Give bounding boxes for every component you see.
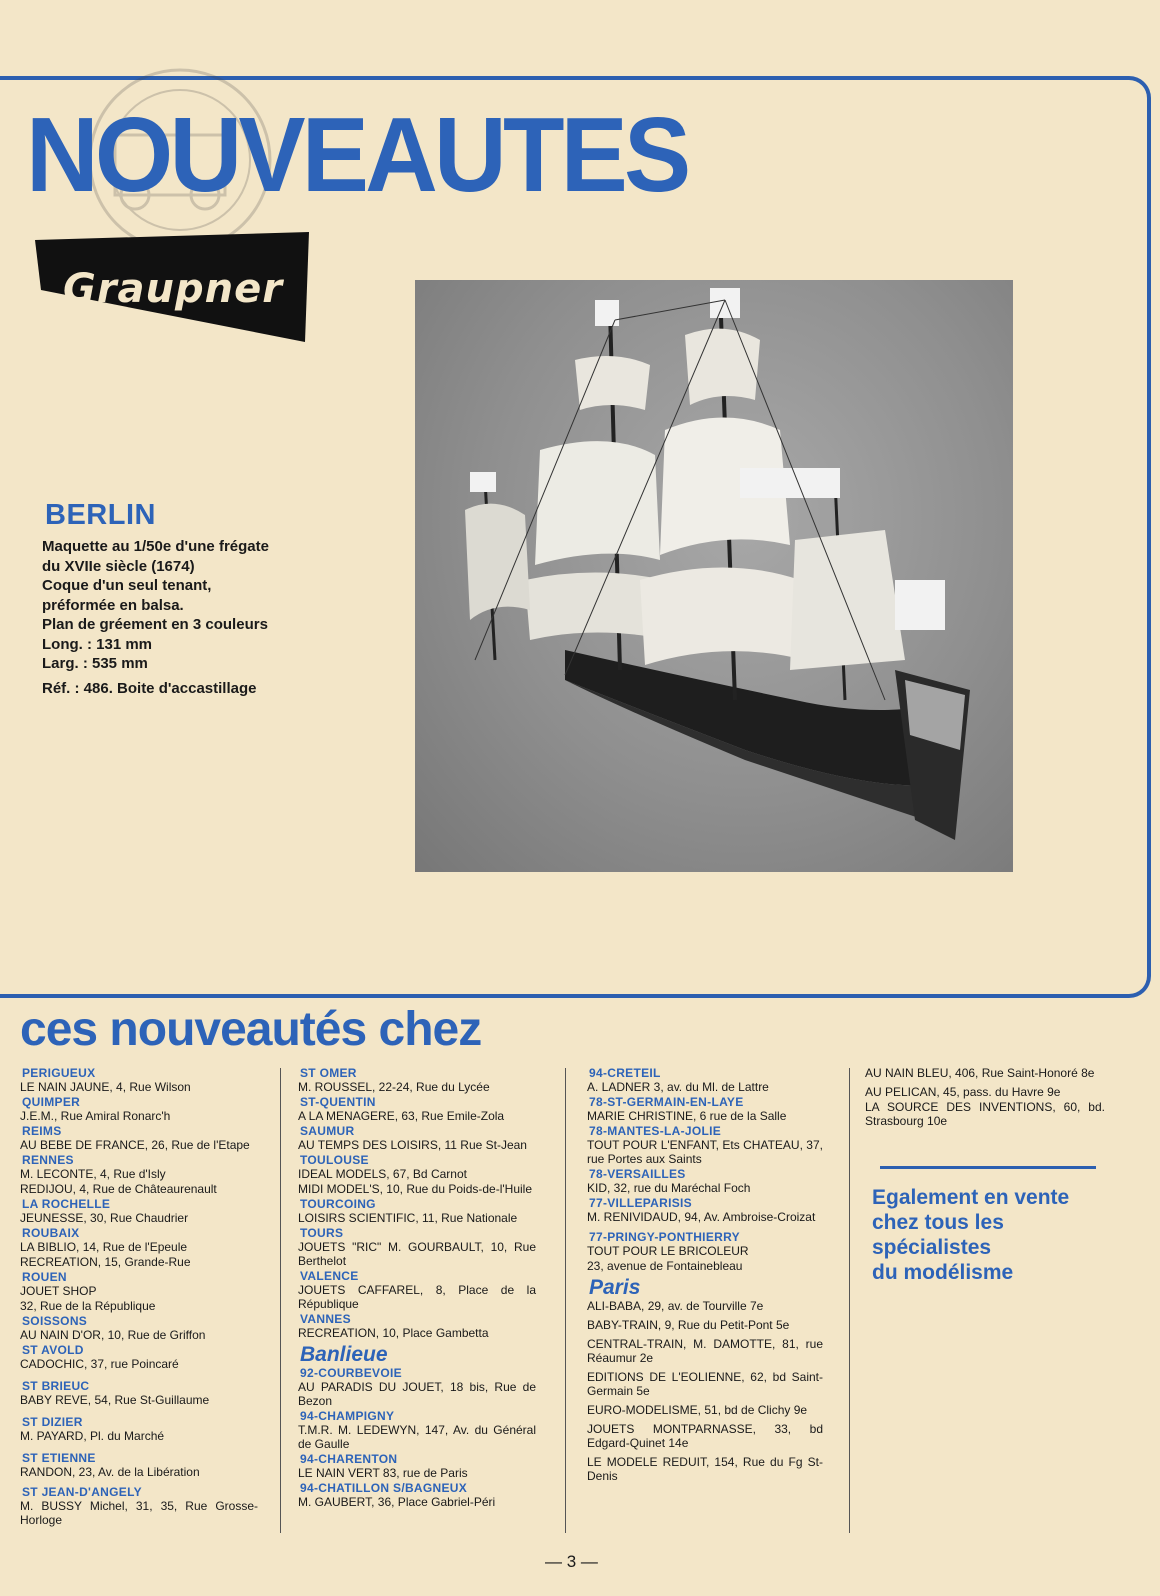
also-available-line: chez tous les: [872, 1211, 1004, 1234]
shop-entry: M. PAYARD, Pl. du Marché: [20, 1429, 165, 1443]
city-name: ST-QUENTIN: [300, 1095, 376, 1109]
shop-entry: LA SOURCE DES INVENTIONS, 60, bd. Strasbourg 10e: [865, 1100, 1105, 1128]
city-name: REIMS: [22, 1124, 62, 1138]
also-available-line: spécialistes: [872, 1236, 992, 1259]
shop-entry: EURO-MODELISME, 51, bd de Clichy 9e: [587, 1403, 808, 1417]
shop-entry: MARIE CHRISTINE, 6 rue de la Salle: [587, 1109, 787, 1123]
shop-entry: J.E.M., Rue Amiral Ronarc'h: [20, 1109, 171, 1123]
product-name: BERLIN: [45, 499, 156, 531]
product-line: du XVIIe siècle (1674): [42, 557, 195, 575]
city-name: ST ETIENNE: [22, 1451, 96, 1465]
product-line: Plan de gréement en 3 couleurs: [42, 616, 268, 633]
banlieue-heading: Banlieue: [300, 1343, 388, 1366]
city-name: 78-MANTES-LA-JOLIE: [589, 1124, 722, 1138]
city-name: ST JEAN-D'ANGELY: [22, 1485, 142, 1499]
shop-entry: AU PELICAN, 45, pass. du Havre 9e: [865, 1085, 1061, 1099]
stockists-column-2: [298, 1066, 536, 1510]
product-line: Larg. : 535 mm: [42, 655, 148, 672]
city-name: 77-PRINGY-PONTHIERRY: [589, 1230, 740, 1244]
city-name: ST OMER: [300, 1066, 357, 1080]
shop-entry: JEUNESSE, 30, Rue Chaudrier: [20, 1211, 189, 1225]
city-name: ST DIZIER: [22, 1415, 83, 1429]
column-divider: [849, 1068, 850, 1533]
stockists-column-3: [587, 1066, 823, 1484]
city-name: SAUMUR: [300, 1124, 355, 1138]
city-name: 78-ST-GERMAIN-EN-LAYE: [589, 1095, 744, 1109]
shop-entry: M. RENIVIDAUD, 94, Av. Ambroise-Croizat: [587, 1210, 816, 1224]
graupner-logo: [35, 232, 313, 342]
city-name: TOULOUSE: [300, 1153, 369, 1167]
city-name: LA ROCHELLE: [22, 1197, 111, 1211]
column-divider: [280, 1068, 281, 1533]
city-name: ST BRIEUC: [22, 1379, 90, 1393]
brand-name: Graupner: [63, 266, 283, 312]
shop-entry: IDEAL MODELS, 67, Bd Carnot: [298, 1167, 467, 1181]
product-reference: Réf. : 486. Boite d'accastillage: [42, 679, 257, 697]
shop-entry: CADOCHIC, 37, rue Poincaré: [20, 1357, 179, 1371]
shop-entry: TOUT POUR LE BRICOLEUR: [587, 1244, 749, 1258]
stockists-title: ces nouveautés chez: [20, 1003, 482, 1056]
city-name: VANNES: [300, 1312, 351, 1326]
product-line: préformée en balsa.: [42, 596, 184, 614]
shop-entry: AU BEBE DE FRANCE, 26, Rue de l'Etape: [20, 1138, 250, 1152]
shop-entry: MIDI MODEL'S, 10, Rue du Poids-de-l'Huile: [298, 1182, 533, 1196]
city-name: ROUEN: [22, 1270, 67, 1284]
shop-entry: ALI-BABA, 29, av. de Tourville 7e: [587, 1299, 764, 1313]
shop-entry: LE NAIN VERT 83, rue de Paris: [298, 1466, 468, 1480]
shop-entry: TOUT POUR L'ENFANT, Ets CHATEAU, 37, rue Portes aux Saints: [587, 1138, 823, 1166]
city-name: 94-CHATILLON S/BAGNEUX: [300, 1481, 468, 1495]
shop-entry: M. BUSSY Michel, 31, 35, Rue Grosse-Horloge: [20, 1499, 258, 1527]
city-name: TOURS: [300, 1226, 344, 1240]
shop-entry: LE MODELE REDUIT, 154, Rue du Fg St-Denis: [587, 1455, 823, 1483]
shop-entry: BABY-TRAIN, 9, Rue du Petit-Pont 5e: [587, 1318, 790, 1332]
shop-entry: RECREATION, 15, Grande-Rue: [20, 1255, 191, 1269]
city-name: 92-COURBEVOIE: [300, 1366, 402, 1380]
shop-entry: AU NAIN BLEU, 406, Rue Saint-Honoré 8e: [865, 1066, 1095, 1080]
shop-entry: AU TEMPS DES LOISIRS, 11 Rue St-Jean: [298, 1138, 527, 1152]
shop-entry: CENTRAL-TRAIN, M. DAMOTTE, 81, rue Réaumur 2e: [587, 1337, 823, 1365]
product-line: Maquette au 1/50e d'une frégate: [42, 538, 269, 555]
city-name: 94-CRETEIL: [589, 1066, 661, 1080]
shop-entry: KID, 32, rue du Maréchal Foch: [587, 1181, 751, 1195]
shop-entry: JOUETS "RIC" M. GOURBAULT, 10, Rue Berthelot: [298, 1240, 536, 1268]
city-name: 94-CHARENTON: [300, 1452, 398, 1466]
city-name: TOURCOING: [300, 1197, 376, 1211]
ship-model-photo: [415, 280, 1013, 872]
shop-entry: JOUETS MONTPARNASSE, 33, bd Edgard-Quinet 14e: [587, 1422, 823, 1450]
shop-entry: EDITIONS DE L'EOLIENNE, 62, bd Saint-Germain 5e: [587, 1370, 823, 1398]
city-name: 94-CHAMPIGNY: [300, 1409, 395, 1423]
shop-entry: RECREATION, 10, Place Gambetta: [298, 1326, 489, 1340]
city-name: VALENCE: [300, 1269, 359, 1283]
shop-entry: A LA MENAGERE, 63, Rue Emile-Zola: [298, 1109, 505, 1123]
divider-rule: [880, 1166, 1096, 1169]
shop-entry: JOUETS CAFFAREL, 8, Place de la République: [298, 1283, 536, 1311]
city-name: 78-VERSAILLES: [589, 1167, 686, 1181]
shop-entry: LOISIRS SCIENTIFIC, 11, Rue Nationale: [298, 1211, 518, 1225]
city-name: 77-VILLEPARISIS: [589, 1196, 692, 1210]
product-line: Coque d'un seul tenant,: [42, 577, 212, 594]
shop-entry: REDIJOU, 4, Rue de Châteaurenault: [20, 1182, 217, 1196]
shop-entry: JOUET SHOP: [20, 1284, 97, 1298]
shop-entry: 23, avenue de Fontainebleau: [587, 1259, 743, 1273]
column-divider: [565, 1068, 566, 1533]
shop-entry: T.M.R. M. LEDEWYN, 147, Av. du Général de Gaulle: [298, 1423, 536, 1451]
shop-entry: M. ROUSSEL, 22-24, Rue du Lycée: [298, 1080, 490, 1094]
paris-heading: Paris: [589, 1276, 641, 1299]
city-name: QUIMPER: [22, 1095, 81, 1109]
product-line: Long. : 131 mm: [42, 635, 153, 653]
page-number: — 3 —: [545, 1552, 598, 1571]
stockists-column-4: [865, 1066, 1105, 1285]
city-name: RENNES: [22, 1153, 74, 1167]
city-name: ROUBAIX: [22, 1226, 80, 1240]
shop-entry: BABY REVE, 54, Rue St-Guillaume: [20, 1393, 210, 1407]
shop-entry: M. GAUBERT, 36, Place Gabriel-Péri: [298, 1495, 496, 1509]
also-available-line: Egalement en vente: [872, 1186, 1070, 1209]
product-description: [42, 499, 372, 698]
shop-entry: RANDON, 23, Av. de la Libération: [20, 1465, 200, 1479]
page-headline: NOUVEAUTES: [26, 96, 688, 214]
shop-entry: AU PARADIS DU JOUET, 18 bis, Rue de Bezon: [298, 1380, 536, 1408]
stockists-column-1: [20, 1066, 258, 1528]
city-name: ST AVOLD: [22, 1343, 84, 1357]
also-available-line: du modélisme: [872, 1261, 1014, 1284]
shop-entry: LE NAIN JAUNE, 4, Rue Wilson: [20, 1080, 191, 1094]
shop-entry: A. LADNER 3, av. du Ml. de Lattre: [587, 1080, 769, 1094]
city-name: PERIGUEUX: [22, 1066, 96, 1080]
shop-entry: AU NAIN D'OR, 10, Rue de Griffon: [20, 1328, 206, 1342]
shop-entry: 32, Rue de la République: [20, 1299, 156, 1313]
shop-entry: LA BIBLIO, 14, Rue de l'Epeule: [20, 1240, 188, 1254]
shop-entry: M. LECONTE, 4, Rue d'Isly: [20, 1167, 166, 1181]
city-name: SOISSONS: [22, 1314, 88, 1328]
